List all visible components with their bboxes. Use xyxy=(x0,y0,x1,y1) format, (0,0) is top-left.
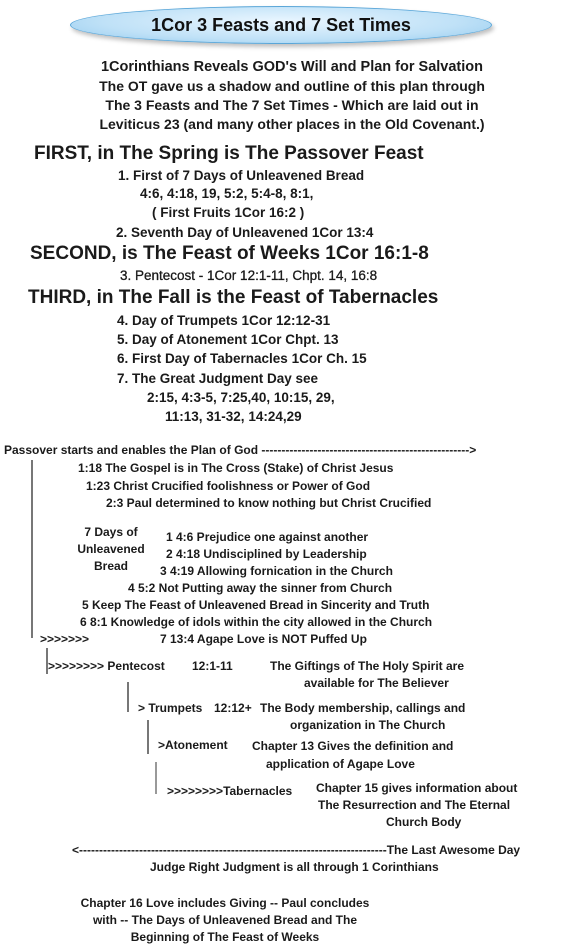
passover-line: Passover starts and enables the Plan of God ----------------------------------------------------> xyxy=(4,443,477,457)
trumpets-text-1: The Body membership, callings and xyxy=(260,701,466,715)
cross-line-2: 1:23 Christ Crucified foolishness or Power of God xyxy=(86,479,371,493)
judge-line: Judge Right Judgment is all through 1 Corinthians xyxy=(150,860,439,874)
tabernacles-timeline-bar xyxy=(155,762,157,794)
unleavened-item-4: 4 5:2 Not Putting away the sinner from Church xyxy=(128,581,393,595)
trumpets-timeline-bar xyxy=(127,682,129,712)
first-line-2: 4:6, 4:18, 19, 5:2, 5:4-8, 8:1, xyxy=(140,186,314,201)
third-line-6: 11:13, 31-32, 14:24,29 xyxy=(165,409,302,424)
first-line-1: 1. First of 7 Days of Unleavened Bread xyxy=(118,168,365,183)
arrow-seven: >>>>>>> xyxy=(40,632,90,646)
tabernacles-text-2: The Resurrection and The Eternal xyxy=(318,798,511,812)
unleavened-label xyxy=(68,524,154,575)
atonement-text-1: Chapter 13 Gives the definition and xyxy=(252,739,454,753)
intro-line-4: Leviticus 23 (and many other places in the Old Covenant.) xyxy=(99,116,485,132)
footer-line-2: with -- The Days of Unleavened Bread and The xyxy=(92,913,358,927)
second-heading: SECOND, is The Feast of Weeks 1Cor 16:1-8 xyxy=(30,243,429,264)
trumpets-arrow: > Trumpets xyxy=(138,701,203,715)
unleavened-item-3: 3 4:19 Allowing fornication in the Church xyxy=(160,564,393,578)
third-line-4: 7. The Great Judgment Day see xyxy=(117,371,319,386)
first-heading: FIRST, in The Spring is The Passover Feast xyxy=(34,143,424,164)
first-line-3: ( First Fruits 1Cor 16:2 ) xyxy=(152,205,305,220)
unleavened-item-5: 5 Keep The Feast of Unleavened Bread in Sincerity and Truth xyxy=(82,598,430,612)
third-heading: THIRD, in The Fall is the Feast of Tabernacles xyxy=(28,287,439,308)
intro-line-3: The 3 Feasts and The 7 Set Times - Which are laid out in xyxy=(105,97,479,113)
atonement-timeline-bar xyxy=(147,720,149,754)
footer-line-1: Chapter 16 Love includes Giving -- Paul concludes xyxy=(80,896,370,910)
trumpets-text-2: organization in The Church xyxy=(290,718,446,732)
third-line-1: 4. Day of Trumpets 1Cor 12:12-31 xyxy=(117,313,331,328)
third-line-2: 5. Day of Atonement 1Cor Chpt. 13 xyxy=(117,332,339,347)
first-line-4: 2. Seventh Day of Unleavened 1Cor 13:4 xyxy=(116,225,374,240)
intro-line-1: 1Corinthians Reveals GOD's Will and Plan for Salvation xyxy=(100,59,484,75)
last-day-line: <-----------------------------------------------------------------------------The Last Awesome Day xyxy=(72,843,521,857)
trumpets-ref: 12:12+ xyxy=(214,701,252,715)
passover-timeline-bar xyxy=(31,460,33,638)
intro-line-2: The OT gave us a shadow and outline of this plan through xyxy=(99,78,485,94)
tabernacles-text-1: Chapter 15 gives information about xyxy=(316,781,518,795)
second-line: 3. Pentecost - 1Cor 12:1-11, Chpt. 14, 16:8 xyxy=(120,268,378,283)
tabernacles-arrow: >>>>>>>>Tabernacles xyxy=(167,784,293,798)
unleavened-label-1: 7 Days of xyxy=(84,525,138,539)
pentecost-arrow: >>>>>>>> Pentecost xyxy=(48,659,165,673)
unleavened-item-2: 2 4:18 Undisciplined by Leadership xyxy=(166,547,367,561)
third-line-5: 2:15, 4:3-5, 7:25,40, 10:15, 29, xyxy=(147,390,335,405)
third-line-3: 6. First Day of Tabernacles 1Cor Ch. 15 xyxy=(117,351,367,366)
pentecost-text-1: The Giftings of The Holy Spirit are xyxy=(270,659,465,673)
unleavened-item-6: 6 8:1 Knowledge of idols within the city allowed in the Church xyxy=(80,615,433,629)
footer-line-3: Beginning of The Feast of Weeks xyxy=(130,930,320,944)
pentecost-text-2: available for The Believer xyxy=(304,676,449,690)
unleavened-label-3: Bread xyxy=(93,559,128,573)
unleavened-label-2: Unleavened xyxy=(77,542,145,556)
unleavened-item-1: 1 4:6 Prejudice one against another xyxy=(166,530,369,544)
atonement-text-2: application of Agape Love xyxy=(266,757,415,771)
tabernacles-text-3: Church Body xyxy=(386,815,462,829)
cross-line-3: 2:3 Paul determined to know nothing but Christ Crucified xyxy=(106,496,432,510)
pentecost-ref: 12:1-11 xyxy=(192,659,233,673)
page-title: 1Cor 3 Feasts and 7 Set Times xyxy=(151,14,411,35)
footer xyxy=(40,895,410,946)
cross-line-1: 1:18 The Gospel is in The Cross (Stake) of Christ Jesus xyxy=(78,461,394,475)
unleavened-item-7: 7 13:4 Agape Love is NOT Puffed Up xyxy=(160,632,367,646)
atonement-arrow: >Atonement xyxy=(158,738,228,752)
title-banner xyxy=(70,6,492,44)
